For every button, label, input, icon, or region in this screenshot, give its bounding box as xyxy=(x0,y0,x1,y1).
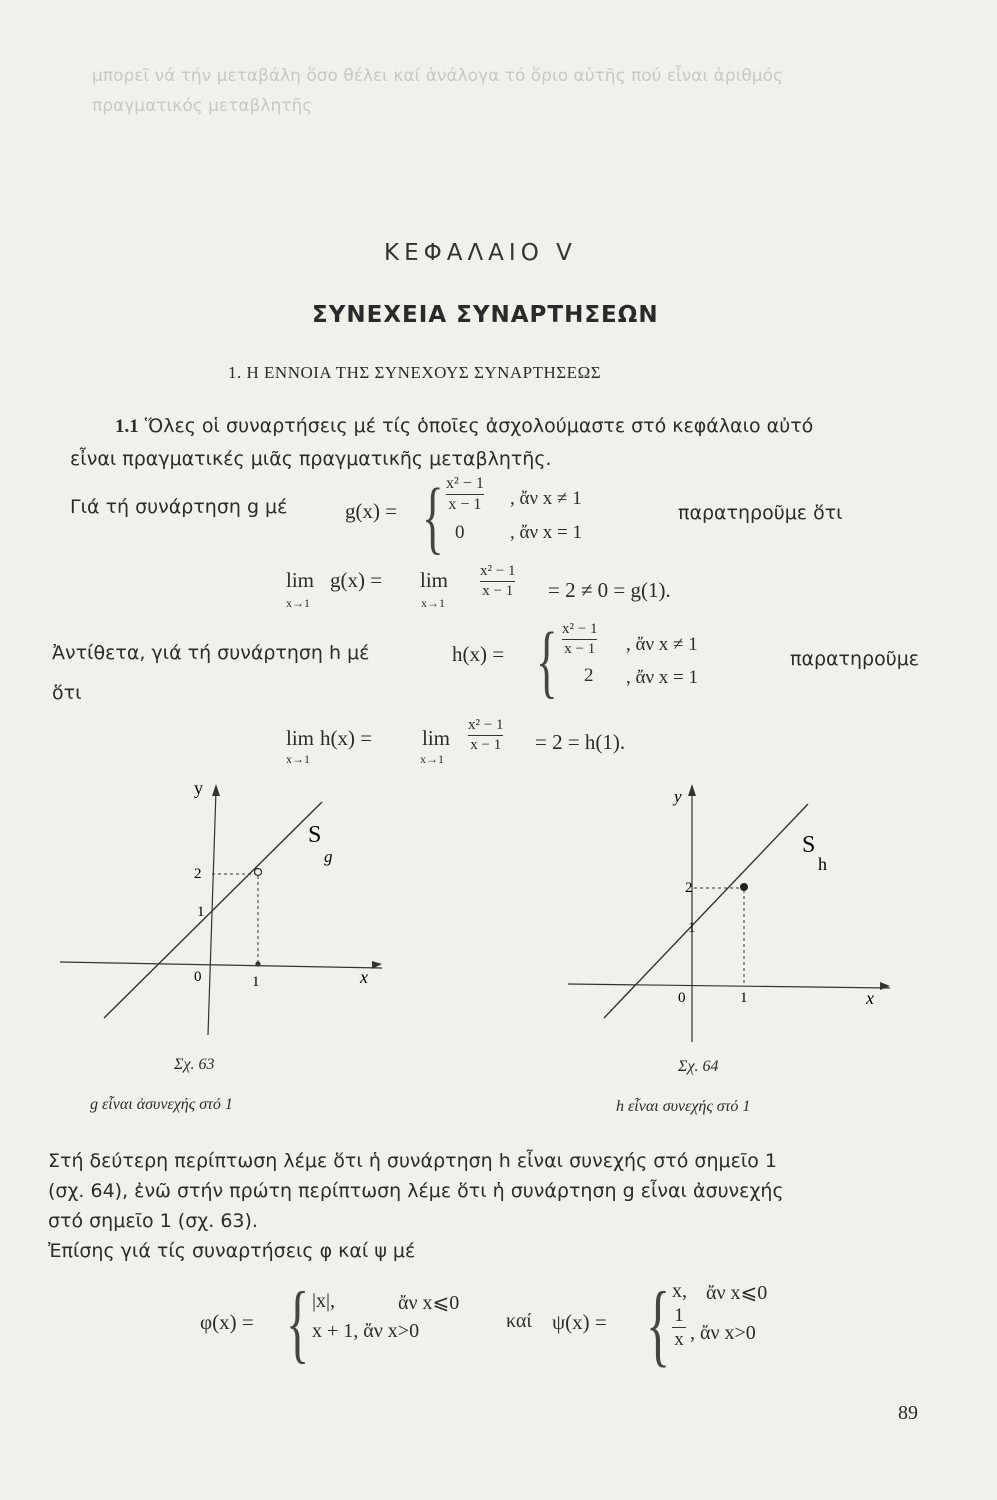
g-def-brace: { xyxy=(422,471,444,562)
figure-63 xyxy=(60,780,400,1040)
phi-case-1: |x|, xyxy=(312,1290,336,1312)
h-def-fraction xyxy=(562,622,597,657)
fig63-point-on-axis xyxy=(255,961,260,966)
fig63-open-point xyxy=(255,869,262,876)
fig64-closed-point xyxy=(740,883,748,891)
fig63-tick-1-x: 1 xyxy=(252,974,260,990)
g-limit-lim-2: lim xyxy=(420,568,449,592)
h-limit-sub-2: x→1 xyxy=(420,752,444,766)
g-limit-numerator: x² − 1 xyxy=(480,563,516,579)
fig63-y-label: y xyxy=(194,780,203,798)
psi-brace: { xyxy=(646,1273,671,1375)
g-limit-sub-1: x→1 xyxy=(286,596,310,610)
psi-fraction xyxy=(672,1306,686,1349)
fig64-curve-label: S xyxy=(802,832,816,858)
h-def-intro: Ἀντίθετα, γιά τή συνάρτηση h μέ xyxy=(52,642,370,664)
g-def-intro: Γιά τή συνάρτηση g μέ xyxy=(70,496,288,518)
fig63-x-axis xyxy=(60,962,382,968)
h-def-case-1-condition: , ἄν x ≠ 1 xyxy=(626,634,698,655)
paragraph-2-line-3: στό σημεῖο 1 (σχ. 63). xyxy=(48,1210,258,1232)
fig63-curve-label: S xyxy=(308,822,322,848)
paragraph-2-line-2: (σχ. 64), ἐνῶ στήν πρώτη περίπτωση λέμε ὅτι ἡ συνάρτηση g εἶναι ἀσυνεχής xyxy=(48,1180,784,1202)
ghost-line-1: μπορεῖ νά τήν μεταβάλη ὅσο θέλει καί ἀνάλογα τό ὅριο αὐτῆς πού εἶναι ἀριθμός xyxy=(92,66,783,86)
fig64-tick-1-y: 1 xyxy=(688,920,696,936)
fig63-tick-2: 2 xyxy=(194,866,202,882)
g-def-fraction xyxy=(446,476,484,513)
phi-lhs: φ(x) = xyxy=(200,1310,254,1334)
fig63-y-arrow xyxy=(212,784,220,796)
h-limit-lim-1: lim xyxy=(286,726,315,750)
ghost-line-2: πραγματικός μεταβλητῆς xyxy=(92,96,313,116)
h-def-tail-2: ὅτι xyxy=(52,682,82,704)
g-limit-fraction xyxy=(480,564,515,599)
h-def-denominator: x − 1 xyxy=(564,641,596,657)
fig64-x-label: x xyxy=(866,988,874,1008)
psi-numerator: 1 xyxy=(674,1305,684,1326)
h-def-numerator: x² − 1 xyxy=(562,621,598,637)
fig63-subcaption: g εἶναι ἀσυνεχής στό 1 xyxy=(90,1096,233,1113)
figure-64 xyxy=(568,780,898,1042)
fig64-y-arrow xyxy=(688,784,696,796)
section-heading: 1. Η ΕΝΝΟΙΑ ΤΗΣ ΣΥΝΕΧΟΥΣ ΣΥΝΑΡΤΗΣΕΩΣ xyxy=(228,363,602,382)
fig64-caption: Σχ. 64 xyxy=(678,1058,719,1075)
g-def-lhs: g(x) = xyxy=(345,499,398,523)
phi-case-1-condition: ἄν x⩽0 xyxy=(398,1292,460,1314)
g-def-case-1-condition: , ἄν x ≠ 1 xyxy=(510,488,582,509)
fig63-curve-sub: g xyxy=(324,847,333,866)
g-def-numerator: x² − 1 xyxy=(446,475,484,492)
h-limit-numerator: x² − 1 xyxy=(468,717,504,733)
fig63-tick-1-y: 1 xyxy=(197,904,205,920)
phi-case-2: x + 1, ἄν x>0 xyxy=(312,1320,420,1342)
fig64-curve-sub: h xyxy=(818,854,827,874)
fig63-graph-line xyxy=(104,802,322,1018)
h-def-case-2-value: 2 xyxy=(584,665,594,686)
h-limit-rhs: = 2 = h(1). xyxy=(535,730,626,754)
g-def-tail: παρατηροῦμε ὅτι xyxy=(678,502,843,524)
g-limit-denominator: x − 1 xyxy=(482,583,514,599)
h-def-lhs: h(x) = xyxy=(452,642,505,666)
phi-brace: { xyxy=(286,1275,310,1372)
page-number: 89 xyxy=(898,1402,918,1424)
g-def-case-2-value: 0 xyxy=(455,522,465,543)
g-def-case-2-condition: , ἄν x = 1 xyxy=(510,522,583,543)
g-def-denominator: x − 1 xyxy=(448,496,482,513)
chapter-title: ΣΥΝΕΧΕΙΑ ΣΥΝΑΡΤΗΣΕΩΝ xyxy=(312,302,659,328)
fig63-y-axis xyxy=(208,790,216,1035)
h-def-tail: παρατηροῦμε xyxy=(790,648,920,670)
fig64-tick-1-x: 1 xyxy=(740,990,748,1006)
h-limit-lim-2: lim xyxy=(422,726,451,750)
psi-case-2-condition: , ἄν x>0 xyxy=(690,1322,756,1344)
psi-denominator: x xyxy=(674,1329,684,1350)
and-connector: καί xyxy=(506,1310,532,1332)
paragraph-number: 1.1 xyxy=(115,416,139,437)
paragraph-1-line-2: εἶναι πραγματικές μιᾶς πραγματικῆς μεταβλητῆς. xyxy=(70,448,552,470)
fig64-y-label: y xyxy=(674,787,682,806)
h-def-brace: { xyxy=(536,615,558,706)
fig64-tick-2: 2 xyxy=(685,880,693,896)
fig64-subcaption: h εἶναι συνεχής στό 1 xyxy=(616,1098,751,1115)
psi-case-1: x, xyxy=(672,1280,687,1302)
g-limit-sub-2: x→1 xyxy=(421,596,445,610)
h-def-case-2-condition: , ἄν x = 1 xyxy=(626,667,699,688)
fig63-x-label: x xyxy=(360,967,368,987)
h-limit-denominator: x − 1 xyxy=(470,737,502,753)
fig64-origin: 0 xyxy=(678,990,686,1006)
psi-lhs: ψ(x) = xyxy=(552,1310,607,1334)
h-limit-middle: h(x) = xyxy=(320,726,373,750)
fig63-origin: 0 xyxy=(194,969,202,985)
paragraph-2-line-4: Ἐπίσης γιά τίς συναρτήσεις φ καί ψ μέ xyxy=(48,1240,416,1262)
paragraph-2-line-1: Στή δεύτερη περίπτωση λέμε ὅτι ἡ συνάρτηση h εἶναι συνεχής στό σημεῖο 1 xyxy=(48,1150,778,1172)
g-limit-rhs: = 2 ≠ 0 = g(1). xyxy=(548,578,671,602)
fig64-x-arrow xyxy=(880,982,890,990)
fig64-x-axis xyxy=(568,984,890,988)
psi-case-1-condition: ἄν x⩽0 xyxy=(706,1282,768,1304)
chapter-label: ΚΕΦΑΛΑΙΟ V xyxy=(384,240,577,266)
h-limit-sub-1: x→1 xyxy=(286,752,310,766)
paragraph-1-line-1 xyxy=(115,415,813,438)
h-limit-fraction xyxy=(468,718,503,753)
paragraph-1-text: Ὅλες οἱ συναρτήσεις μέ τίς ὁποῖες ἀσχολούμαστε στό κεφάλαιο αὐτό xyxy=(144,415,814,437)
fig63-caption: Σχ. 63 xyxy=(174,1056,215,1073)
g-limit-middle: g(x) = xyxy=(330,568,383,592)
g-limit-lim-1: lim xyxy=(286,568,315,592)
